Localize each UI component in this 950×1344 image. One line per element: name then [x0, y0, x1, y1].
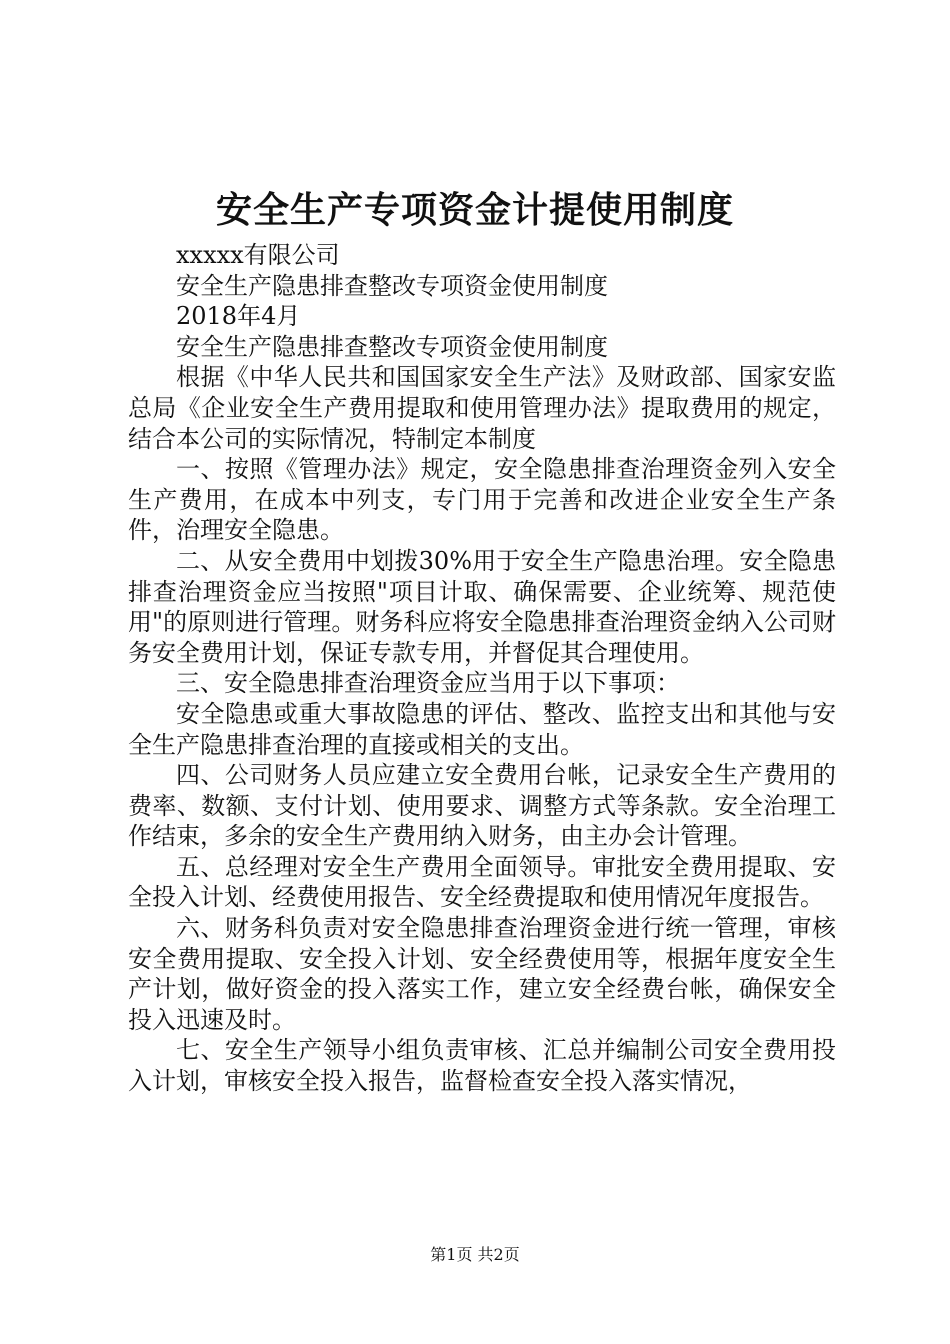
- paragraph-item-2: 二、从安全费用中划拨30%用于安全生产隐患治理。安全隐患排查治理资金应当按照"项目计取、确保需要、企业统筹、规范使用"的原则进行管理。财务科应将安全隐患排查治理资金纳入公司财务安全费用计划，保证专款专用，并督促其合理使用。: [128, 546, 836, 667]
- paragraph-item-6: 六、财务科负责对安全隐患排查治理资金进行统一管理，审核安全费用提取、安全投入计划、安全经费使用等，根据年度安全生产计划，做好资金的投入落实工作，建立安全经费台帐，确保安全投入迅速及时。: [128, 914, 836, 1034]
- paragraph-date: 2018年4月: [176, 302, 301, 331]
- paragraph-subtitle: 安全生产隐患排查整改专项资金使用制度: [176, 271, 608, 300]
- page-footer: 第1页 共2页: [430, 1245, 520, 1264]
- paragraph-intro: 根据《中华人民共和国国家安全生产法》及财政部、国家安监总局《企业安全生产费用提取和使用管理办法》提取费用的规定，结合本公司的实际情况，特制定本制度: [128, 363, 836, 453]
- document-title: 安全生产专项资金计提使用制度: [215, 189, 734, 231]
- document-body: [128, 240, 836, 1097]
- paragraph-item-3-detail: 安全隐患或重大事故隐患的评估、整改、监控支出和其他与安全生产隐患排查治理的直接或相关的支出。: [128, 699, 836, 759]
- paragraph-item-4: 四、公司财务人员应建立安全费用台帐，记录安全生产费用的费率、数额、支付计划、使用要求、调整方式等条款。安全治理工作结束，多余的安全生产费用纳入财务，由主办会计管理。: [128, 761, 836, 851]
- paragraph-item-3: 三、安全隐患排查治理资金应当用于以下事项：: [176, 669, 680, 698]
- paragraph-company: xxxxx有限公司: [176, 241, 340, 269]
- paragraph-item-5: 五、总经理对安全生产费用全面领导。审批安全费用提取、安全投入计划、经费使用报告、安全经费提取和使用情况年度报告。: [128, 852, 836, 912]
- paragraph-item-7: 七、安全生产领导小组负责审核、汇总并编制公司安全费用投入计划，审核安全投入报告，监督检查安全投入落实情况，: [128, 1036, 836, 1096]
- paragraph-heading: 安全生产隐患排查整改专项资金使用制度: [176, 332, 608, 361]
- paragraph-item-1: 一、按照《管理办法》规定，安全隐患排查治理资金列入安全生产费用，在成本中列支，专门用于完善和改进企业安全生产条件，治理安全隐患。: [128, 455, 836, 545]
